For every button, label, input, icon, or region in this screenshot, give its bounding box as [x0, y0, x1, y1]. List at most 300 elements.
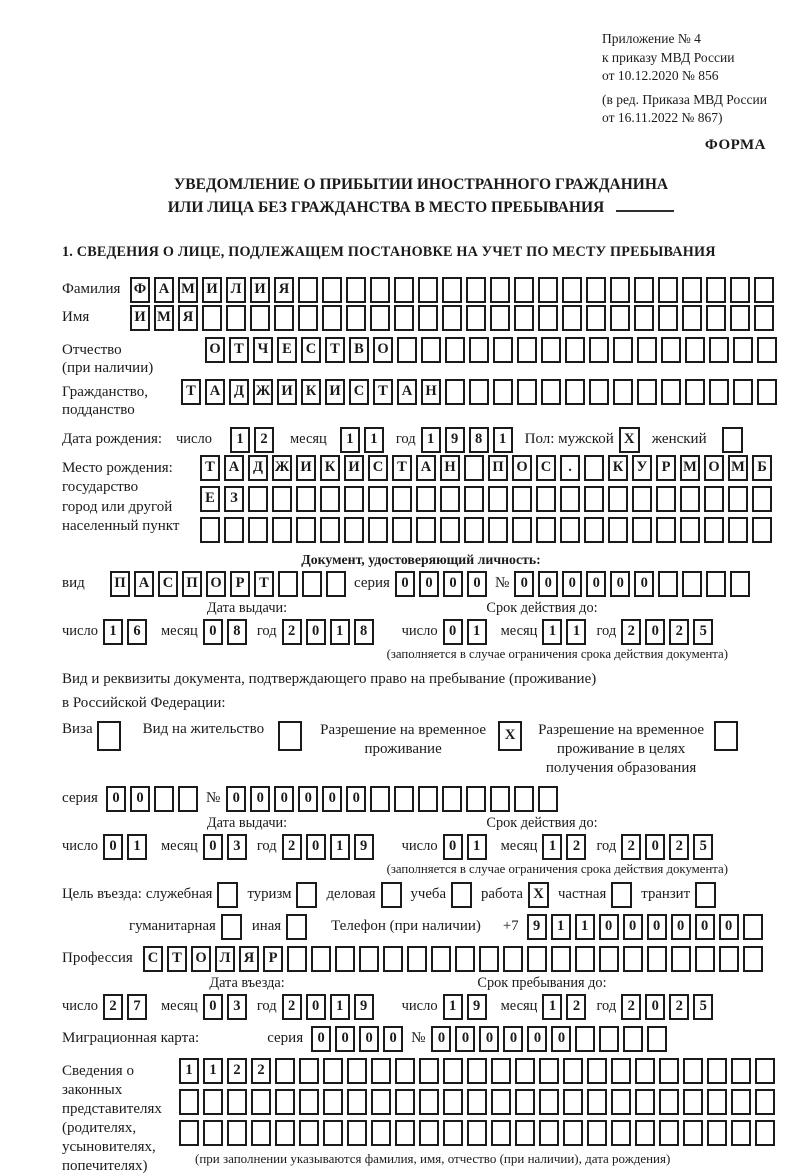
- form-cell[interactable]: [298, 305, 318, 331]
- form-cell[interactable]: [683, 1120, 703, 1146]
- form-cell[interactable]: [299, 1058, 319, 1084]
- form-cell[interactable]: [179, 1089, 199, 1115]
- form-cell[interactable]: [418, 277, 438, 303]
- form-cell[interactable]: [565, 379, 585, 405]
- form-cell[interactable]: А: [224, 455, 244, 481]
- form-cell[interactable]: И: [130, 305, 150, 331]
- form-cell[interactable]: 0: [226, 786, 246, 812]
- form-cell[interactable]: 0: [647, 914, 667, 940]
- form-cell[interactable]: Е: [200, 486, 220, 512]
- form-cell[interactable]: [536, 486, 556, 512]
- form-cell[interactable]: [706, 305, 726, 331]
- form-cell[interactable]: [584, 486, 604, 512]
- form-cell[interactable]: [599, 1026, 619, 1052]
- form-cell[interactable]: 1: [330, 834, 350, 860]
- form-cell[interactable]: Л: [215, 946, 235, 972]
- form-cell[interactable]: [538, 786, 558, 812]
- form-cell[interactable]: [464, 517, 484, 543]
- form-cell[interactable]: [274, 305, 294, 331]
- form-cell[interactable]: [275, 1120, 295, 1146]
- form-cell[interactable]: [704, 486, 724, 512]
- form-cell[interactable]: 2: [669, 834, 689, 860]
- form-cell[interactable]: [682, 571, 702, 597]
- form-cell[interactable]: 2: [282, 834, 302, 860]
- form-cell[interactable]: 0: [203, 834, 223, 860]
- form-cell[interactable]: [302, 571, 322, 597]
- form-cell[interactable]: [515, 1120, 535, 1146]
- form-cell[interactable]: [634, 305, 654, 331]
- form-cell[interactable]: [656, 517, 676, 543]
- form-cell[interactable]: Н: [421, 379, 441, 405]
- form-cell[interactable]: [658, 277, 678, 303]
- form-cell[interactable]: [707, 1089, 727, 1115]
- form-cell[interactable]: [392, 486, 412, 512]
- form-cell[interactable]: [407, 946, 427, 972]
- form-cell[interactable]: [490, 277, 510, 303]
- form-cell[interactable]: В: [349, 337, 369, 363]
- form-cell[interactable]: [272, 486, 292, 512]
- form-cell[interactable]: 1: [421, 427, 441, 453]
- form-cell[interactable]: Р: [263, 946, 283, 972]
- form-cell[interactable]: 3: [227, 834, 247, 860]
- form-cell[interactable]: 0: [634, 571, 654, 597]
- form-cell[interactable]: [730, 571, 750, 597]
- form-cell[interactable]: [200, 517, 220, 543]
- form-cell[interactable]: [589, 379, 609, 405]
- form-cell[interactable]: [608, 486, 628, 512]
- form-cell[interactable]: [659, 1089, 679, 1115]
- form-cell[interactable]: П: [182, 571, 202, 597]
- form-cell[interactable]: [467, 1089, 487, 1115]
- form-cell[interactable]: Б: [752, 455, 772, 481]
- form-cell[interactable]: [635, 1058, 655, 1084]
- form-cell[interactable]: З: [224, 486, 244, 512]
- form-cell[interactable]: 3: [227, 994, 247, 1020]
- form-cell[interactable]: [706, 277, 726, 303]
- form-cell[interactable]: Д: [248, 455, 268, 481]
- form-cell[interactable]: 9: [445, 427, 465, 453]
- form-cell[interactable]: [613, 337, 633, 363]
- form-cell[interactable]: [565, 337, 585, 363]
- form-cell[interactable]: 1: [230, 427, 250, 453]
- form-cell[interactable]: [296, 486, 316, 512]
- form-cell[interactable]: 0: [103, 834, 123, 860]
- form-cell[interactable]: [658, 305, 678, 331]
- form-cell[interactable]: Ж: [272, 455, 292, 481]
- form-cell[interactable]: [757, 337, 777, 363]
- form-cell[interactable]: 0: [719, 914, 739, 940]
- form-cell[interactable]: 0: [599, 914, 619, 940]
- form-cell[interactable]: [709, 337, 729, 363]
- form-cell[interactable]: [227, 1089, 247, 1115]
- form-cell[interactable]: [659, 1058, 679, 1084]
- form-cell[interactable]: 0: [562, 571, 582, 597]
- form-cell[interactable]: [512, 517, 532, 543]
- form-cell[interactable]: 8: [469, 427, 489, 453]
- form-cell[interactable]: 2: [566, 994, 586, 1020]
- form-cell[interactable]: 0: [335, 1026, 355, 1052]
- form-cell[interactable]: [299, 1120, 319, 1146]
- form-cell[interactable]: [514, 277, 534, 303]
- form-cell[interactable]: [202, 305, 222, 331]
- form-cell[interactable]: [680, 517, 700, 543]
- form-cell[interactable]: [608, 517, 628, 543]
- form-cell[interactable]: [326, 571, 346, 597]
- form-cell[interactable]: [728, 517, 748, 543]
- form-cell[interactable]: [584, 455, 604, 481]
- form-cell[interactable]: И: [344, 455, 364, 481]
- form-cell[interactable]: [272, 517, 292, 543]
- form-cell[interactable]: 0: [298, 786, 318, 812]
- form-cell[interactable]: [682, 305, 702, 331]
- form-cell[interactable]: [251, 1089, 271, 1115]
- form-cell[interactable]: 1: [467, 619, 487, 645]
- form-cell[interactable]: [733, 337, 753, 363]
- form-cell[interactable]: 0: [514, 571, 534, 597]
- form-cell[interactable]: 0: [431, 1026, 451, 1052]
- form-cell[interactable]: Ж: [253, 379, 273, 405]
- form-cell[interactable]: [517, 379, 537, 405]
- form-cell[interactable]: [395, 1058, 415, 1084]
- form-cell[interactable]: [491, 1058, 511, 1084]
- purpose-official-checkbox[interactable]: [217, 882, 238, 908]
- form-cell[interactable]: [323, 1120, 343, 1146]
- form-cell[interactable]: А: [154, 277, 174, 303]
- form-cell[interactable]: [466, 305, 486, 331]
- purpose-humanitarian-checkbox[interactable]: [221, 914, 242, 940]
- form-cell[interactable]: [347, 1089, 367, 1115]
- form-cell[interactable]: [299, 1089, 319, 1115]
- form-cell[interactable]: [685, 337, 705, 363]
- form-cell[interactable]: [394, 277, 414, 303]
- form-cell[interactable]: [467, 1120, 487, 1146]
- form-cell[interactable]: [637, 379, 657, 405]
- form-cell[interactable]: [370, 786, 390, 812]
- form-cell[interactable]: [275, 1058, 295, 1084]
- form-cell[interactable]: [395, 1089, 415, 1115]
- form-cell[interactable]: [560, 486, 580, 512]
- form-cell[interactable]: [536, 517, 556, 543]
- form-cell[interactable]: [248, 517, 268, 543]
- form-cell[interactable]: [440, 517, 460, 543]
- form-cell[interactable]: [322, 277, 342, 303]
- form-cell[interactable]: И: [296, 455, 316, 481]
- form-cell[interactable]: 6: [127, 619, 147, 645]
- form-cell[interactable]: [635, 1120, 655, 1146]
- form-cell[interactable]: [335, 946, 355, 972]
- form-cell[interactable]: [395, 1120, 415, 1146]
- form-cell[interactable]: [611, 1120, 631, 1146]
- form-cell[interactable]: [515, 1058, 535, 1084]
- form-cell[interactable]: [445, 379, 465, 405]
- form-cell[interactable]: [371, 1089, 391, 1115]
- form-cell[interactable]: Д: [229, 379, 249, 405]
- form-cell[interactable]: [490, 786, 510, 812]
- purpose-transit-checkbox[interactable]: [695, 882, 716, 908]
- form-cell[interactable]: 0: [455, 1026, 475, 1052]
- form-cell[interactable]: [344, 517, 364, 543]
- form-cell[interactable]: 0: [503, 1026, 523, 1052]
- form-cell[interactable]: 2: [103, 994, 123, 1020]
- form-cell[interactable]: А: [416, 455, 436, 481]
- form-cell[interactable]: 1: [566, 619, 586, 645]
- form-cell[interactable]: [394, 305, 414, 331]
- form-cell[interactable]: Я: [239, 946, 259, 972]
- form-cell[interactable]: 0: [610, 571, 630, 597]
- form-cell[interactable]: И: [250, 277, 270, 303]
- form-cell[interactable]: И: [325, 379, 345, 405]
- form-cell[interactable]: [731, 1089, 751, 1115]
- form-cell[interactable]: [587, 1058, 607, 1084]
- form-cell[interactable]: С: [536, 455, 556, 481]
- form-cell[interactable]: [661, 379, 681, 405]
- edu-residence-permit-checkbox[interactable]: [714, 721, 738, 751]
- form-cell[interactable]: [683, 1058, 703, 1084]
- form-cell[interactable]: [371, 1120, 391, 1146]
- form-cell[interactable]: [311, 946, 331, 972]
- form-cell[interactable]: [514, 786, 534, 812]
- form-cell[interactable]: [661, 337, 681, 363]
- form-cell[interactable]: [383, 946, 403, 972]
- form-cell[interactable]: [488, 517, 508, 543]
- form-cell[interactable]: [419, 1120, 439, 1146]
- form-cell[interactable]: [730, 277, 750, 303]
- form-cell[interactable]: [320, 486, 340, 512]
- form-cell[interactable]: 2: [669, 994, 689, 1020]
- form-cell[interactable]: [455, 946, 475, 972]
- form-cell[interactable]: Т: [181, 379, 201, 405]
- form-cell[interactable]: 0: [395, 571, 415, 597]
- form-cell[interactable]: [275, 1089, 295, 1115]
- form-cell[interactable]: [371, 1058, 391, 1084]
- form-cell[interactable]: С: [143, 946, 163, 972]
- form-cell[interactable]: 9: [354, 834, 374, 860]
- form-cell[interactable]: 0: [322, 786, 342, 812]
- form-cell[interactable]: [287, 946, 307, 972]
- form-cell[interactable]: [743, 946, 763, 972]
- form-cell[interactable]: [527, 946, 547, 972]
- form-cell[interactable]: [370, 305, 390, 331]
- form-cell[interactable]: 2: [254, 427, 274, 453]
- form-cell[interactable]: [443, 1120, 463, 1146]
- form-cell[interactable]: 0: [443, 834, 463, 860]
- form-cell[interactable]: [632, 517, 652, 543]
- form-cell[interactable]: [706, 571, 726, 597]
- form-cell[interactable]: [730, 305, 750, 331]
- form-cell[interactable]: М: [680, 455, 700, 481]
- form-cell[interactable]: 1: [330, 619, 350, 645]
- form-cell[interactable]: У: [632, 455, 652, 481]
- form-cell[interactable]: О: [191, 946, 211, 972]
- form-cell[interactable]: [613, 379, 633, 405]
- form-cell[interactable]: [203, 1120, 223, 1146]
- form-cell[interactable]: [560, 517, 580, 543]
- form-cell[interactable]: 0: [359, 1026, 379, 1052]
- form-cell[interactable]: [419, 1089, 439, 1115]
- form-cell[interactable]: М: [178, 277, 198, 303]
- form-cell[interactable]: [563, 1089, 583, 1115]
- visa-checkbox[interactable]: [97, 721, 121, 751]
- form-cell[interactable]: 1: [330, 994, 350, 1020]
- form-cell[interactable]: Т: [229, 337, 249, 363]
- temp-residence-permit-checkbox[interactable]: X: [498, 721, 522, 751]
- form-cell[interactable]: 1: [493, 427, 513, 453]
- form-cell[interactable]: 0: [645, 619, 665, 645]
- form-cell[interactable]: К: [301, 379, 321, 405]
- purpose-business-checkbox[interactable]: [381, 882, 402, 908]
- form-cell[interactable]: 2: [621, 834, 641, 860]
- form-cell[interactable]: [733, 379, 753, 405]
- form-cell[interactable]: [647, 946, 667, 972]
- form-cell[interactable]: 1: [203, 1058, 223, 1084]
- form-cell[interactable]: [178, 786, 198, 812]
- form-cell[interactable]: [467, 1058, 487, 1084]
- form-cell[interactable]: [589, 337, 609, 363]
- form-cell[interactable]: [503, 946, 523, 972]
- form-cell[interactable]: [562, 305, 582, 331]
- form-cell[interactable]: [757, 379, 777, 405]
- form-cell[interactable]: [632, 486, 652, 512]
- form-cell[interactable]: 5: [693, 619, 713, 645]
- form-cell[interactable]: С: [368, 455, 388, 481]
- form-cell[interactable]: [637, 337, 657, 363]
- form-cell[interactable]: Т: [167, 946, 187, 972]
- form-cell[interactable]: [469, 337, 489, 363]
- form-cell[interactable]: 1: [127, 834, 147, 860]
- form-cell[interactable]: 0: [306, 994, 326, 1020]
- form-cell[interactable]: [647, 1026, 667, 1052]
- form-cell[interactable]: 0: [551, 1026, 571, 1052]
- form-cell[interactable]: [431, 946, 451, 972]
- form-cell[interactable]: [226, 305, 246, 331]
- form-cell[interactable]: [682, 277, 702, 303]
- form-cell[interactable]: [296, 517, 316, 543]
- form-cell[interactable]: [493, 379, 513, 405]
- form-cell[interactable]: 1: [467, 834, 487, 860]
- form-cell[interactable]: О: [373, 337, 393, 363]
- form-cell[interactable]: [539, 1089, 559, 1115]
- form-cell[interactable]: 0: [695, 914, 715, 940]
- form-cell[interactable]: 1: [551, 914, 571, 940]
- form-cell[interactable]: 0: [443, 619, 463, 645]
- form-cell[interactable]: [344, 486, 364, 512]
- form-cell[interactable]: К: [320, 455, 340, 481]
- form-cell[interactable]: Т: [392, 455, 412, 481]
- form-cell[interactable]: [755, 1058, 775, 1084]
- form-cell[interactable]: Л: [226, 277, 246, 303]
- form-cell[interactable]: [394, 786, 414, 812]
- form-cell[interactable]: [635, 1089, 655, 1115]
- form-cell[interactable]: [538, 305, 558, 331]
- form-cell[interactable]: [493, 337, 513, 363]
- form-cell[interactable]: [418, 786, 438, 812]
- form-cell[interactable]: [584, 517, 604, 543]
- form-cell[interactable]: [611, 1058, 631, 1084]
- form-cell[interactable]: [755, 1089, 775, 1115]
- form-cell[interactable]: [490, 305, 510, 331]
- form-cell[interactable]: [443, 1089, 463, 1115]
- form-cell[interactable]: [517, 337, 537, 363]
- form-cell[interactable]: [562, 277, 582, 303]
- form-cell[interactable]: 1: [575, 914, 595, 940]
- form-cell[interactable]: [610, 277, 630, 303]
- form-cell[interactable]: [755, 1120, 775, 1146]
- form-cell[interactable]: [709, 379, 729, 405]
- form-cell[interactable]: [731, 1120, 751, 1146]
- form-cell[interactable]: [442, 277, 462, 303]
- form-cell[interactable]: 0: [538, 571, 558, 597]
- form-cell[interactable]: А: [134, 571, 154, 597]
- form-cell[interactable]: [419, 1058, 439, 1084]
- form-cell[interactable]: [538, 277, 558, 303]
- form-cell[interactable]: С: [349, 379, 369, 405]
- form-cell[interactable]: [707, 1120, 727, 1146]
- form-cell[interactable]: О: [206, 571, 226, 597]
- form-cell[interactable]: 1: [542, 834, 562, 860]
- form-cell[interactable]: [659, 1120, 679, 1146]
- form-cell[interactable]: 0: [274, 786, 294, 812]
- form-cell[interactable]: [251, 1120, 271, 1146]
- form-cell[interactable]: Н: [440, 455, 460, 481]
- form-cell[interactable]: [586, 277, 606, 303]
- form-cell[interactable]: 1: [364, 427, 384, 453]
- form-cell[interactable]: [656, 486, 676, 512]
- form-cell[interactable]: [368, 517, 388, 543]
- form-cell[interactable]: [563, 1058, 583, 1084]
- form-cell[interactable]: Т: [373, 379, 393, 405]
- form-cell[interactable]: [575, 946, 595, 972]
- form-cell[interactable]: [392, 517, 412, 543]
- form-cell[interactable]: [347, 1120, 367, 1146]
- form-cell[interactable]: [416, 517, 436, 543]
- form-cell[interactable]: [248, 486, 268, 512]
- form-cell[interactable]: [322, 305, 342, 331]
- form-cell[interactable]: [479, 946, 499, 972]
- form-cell[interactable]: 0: [645, 994, 665, 1020]
- form-cell[interactable]: 2: [282, 994, 302, 1020]
- form-cell[interactable]: 0: [383, 1026, 403, 1052]
- form-cell[interactable]: 0: [419, 571, 439, 597]
- form-cell[interactable]: 1: [103, 619, 123, 645]
- sex-female-checkbox[interactable]: [722, 427, 743, 453]
- form-cell[interactable]: [541, 379, 561, 405]
- form-cell[interactable]: [541, 337, 561, 363]
- form-cell[interactable]: [695, 946, 715, 972]
- form-cell[interactable]: [224, 517, 244, 543]
- form-cell[interactable]: 0: [346, 786, 366, 812]
- form-cell[interactable]: О: [704, 455, 724, 481]
- form-cell[interactable]: [551, 946, 571, 972]
- form-cell[interactable]: [575, 1026, 595, 1052]
- form-cell[interactable]: 9: [527, 914, 547, 940]
- form-cell[interactable]: С: [158, 571, 178, 597]
- form-cell[interactable]: [587, 1120, 607, 1146]
- form-cell[interactable]: [685, 379, 705, 405]
- form-cell[interactable]: [743, 914, 763, 940]
- form-cell[interactable]: [466, 786, 486, 812]
- form-cell[interactable]: [298, 277, 318, 303]
- form-cell[interactable]: 9: [467, 994, 487, 1020]
- form-cell[interactable]: [680, 486, 700, 512]
- form-cell[interactable]: [752, 486, 772, 512]
- form-cell[interactable]: [442, 305, 462, 331]
- form-cell[interactable]: [368, 486, 388, 512]
- form-cell[interactable]: Я: [274, 277, 294, 303]
- form-cell[interactable]: [683, 1089, 703, 1115]
- purpose-private-checkbox[interactable]: [611, 882, 632, 908]
- form-cell[interactable]: [464, 455, 484, 481]
- form-cell[interactable]: [443, 1058, 463, 1084]
